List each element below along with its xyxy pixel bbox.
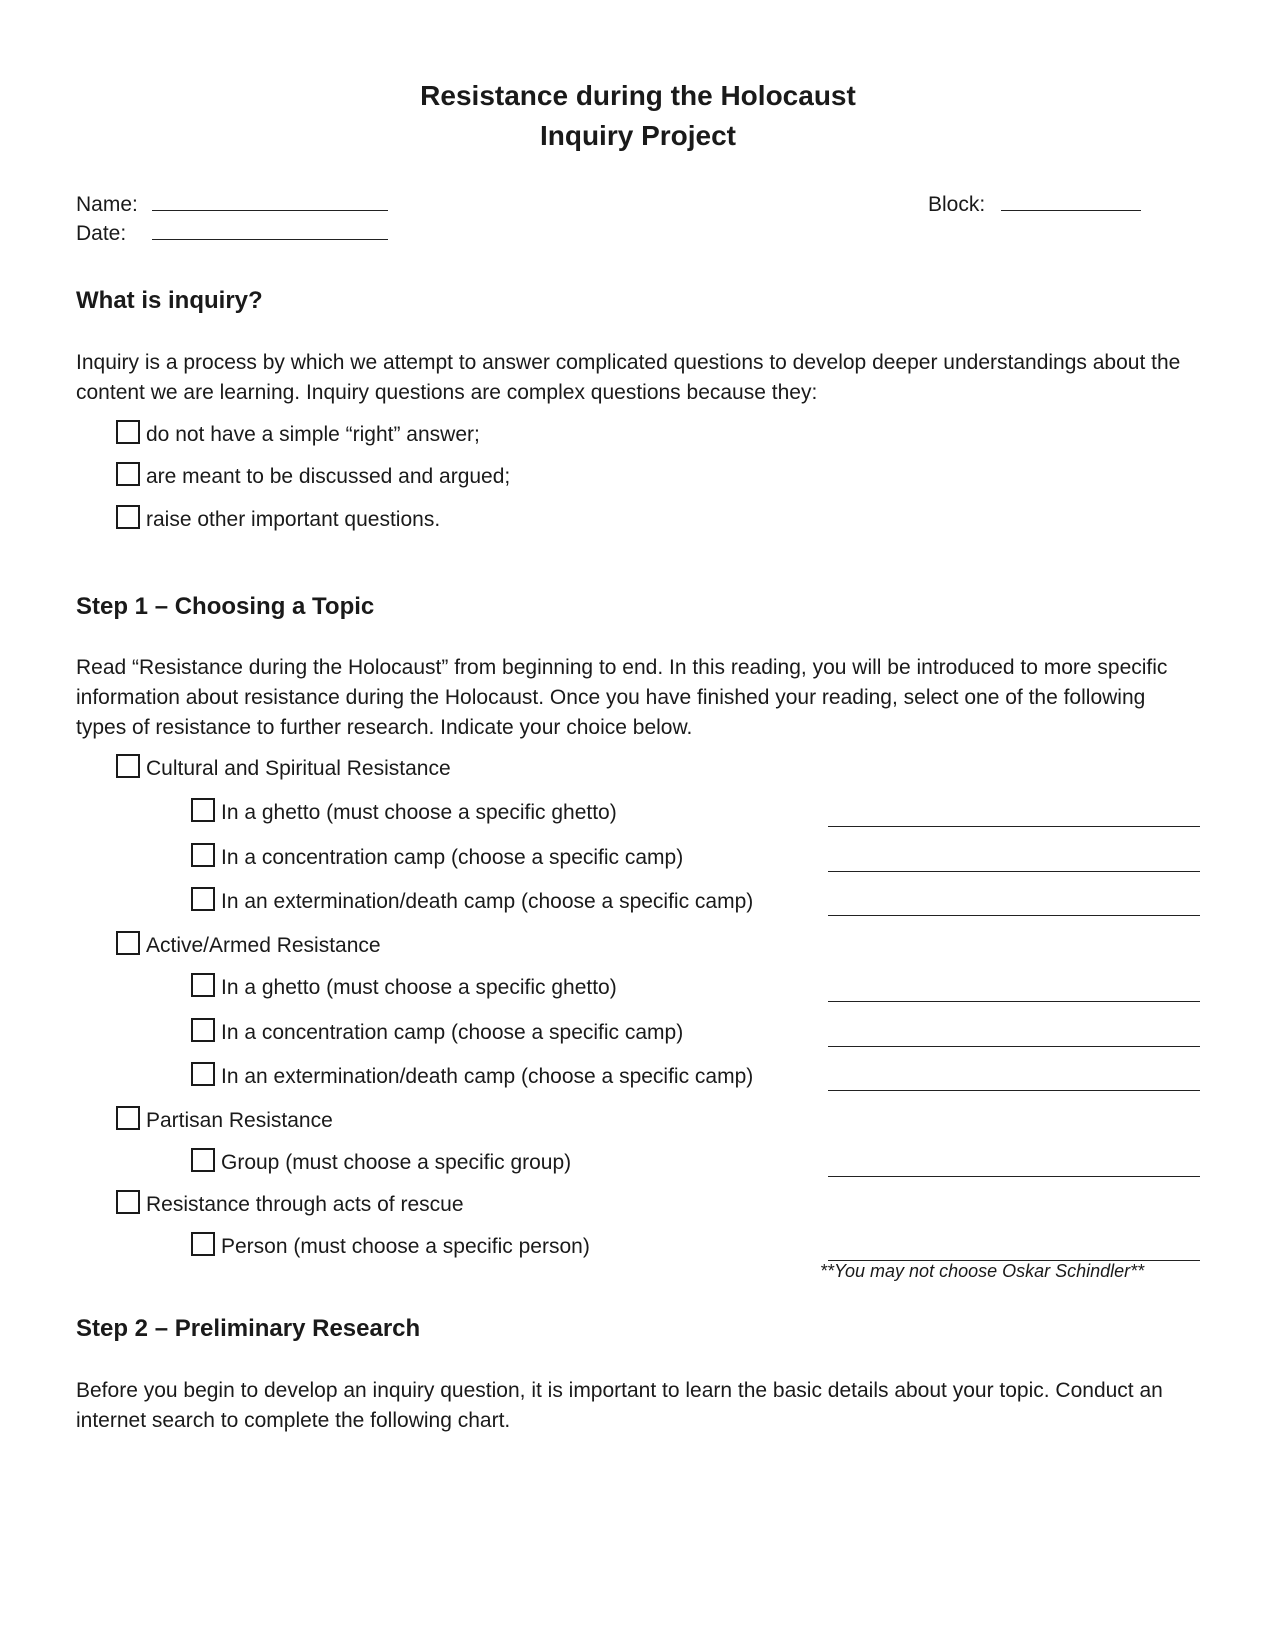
worksheet-page (76, 0, 1200, 1650)
option-item (191, 843, 683, 872)
answer-line[interactable] (828, 1090, 1200, 1091)
date-label: Date: (76, 222, 127, 245)
checkbox[interactable] (116, 754, 140, 778)
answer-line[interactable] (828, 1001, 1200, 1002)
name-label: Name: (76, 193, 138, 216)
category-partisan (116, 1106, 333, 1135)
option-item (191, 1232, 590, 1261)
inquiry-criterion (116, 462, 510, 491)
step2-heading: Step 2 – Preliminary Research (76, 1315, 421, 1342)
checkbox[interactable] (191, 1018, 215, 1042)
checkbox[interactable] (191, 887, 215, 911)
option-item (191, 1148, 571, 1177)
document-subtitle: Inquiry Project (539, 120, 737, 151)
checkbox[interactable] (191, 843, 215, 867)
date-field[interactable] (152, 219, 388, 240)
answer-line[interactable] (828, 1176, 1200, 1177)
checkbox[interactable] (116, 1190, 140, 1214)
option-item (191, 887, 753, 916)
option-label: In an extermination/death camp (choose a specific camp) (221, 890, 754, 913)
document-title: Resistance during the Holocaust (420, 80, 856, 111)
step2-paragraph: Before you begin to develop an inquiry question, it is important to learn the basic details about your topic. Conduct an internet search to complete the following chart. (76, 1379, 1163, 1432)
step1-heading: Step 1 – Choosing a Topic (76, 593, 375, 620)
inquiry-criterion (116, 505, 440, 534)
checkbox[interactable] (116, 931, 140, 955)
criterion-label: raise other important questions. (146, 508, 441, 531)
option-label: Group (must choose a specific group) (221, 1151, 572, 1174)
block-field-row (928, 190, 1141, 219)
name-field-row (76, 190, 388, 219)
checkbox[interactable] (116, 420, 140, 444)
name-field[interactable] (152, 190, 388, 211)
answer-line[interactable] (828, 826, 1200, 827)
checkbox[interactable] (191, 1062, 215, 1086)
inquiry-criterion (116, 420, 480, 449)
option-item (191, 1018, 683, 1047)
category-label: Partisan Resistance (146, 1109, 333, 1132)
block-field[interactable] (1001, 190, 1141, 211)
criterion-label: do not have a simple “right” answer; (146, 423, 480, 446)
step1-paragraph: Read “Resistance during the Holocaust” from beginning to end. In this reading, you will be introduced to more specific information about resistance during the Holocaust. Once you have finished your reading, select one of the following types of resistance to further research. Indicate your choice below. (76, 656, 1168, 739)
category-cultural-spiritual (116, 754, 451, 783)
checkbox[interactable] (116, 1106, 140, 1130)
category-rescue (116, 1190, 464, 1219)
checkbox[interactable] (191, 1232, 215, 1256)
option-label: In an extermination/death camp (choose a specific camp) (221, 1065, 754, 1088)
schindler-note: **You may not choose Oskar Schindler** (820, 1261, 1145, 1281)
date-field-row (76, 219, 388, 248)
option-item (191, 798, 617, 827)
criterion-label: are meant to be discussed and argued; (146, 465, 511, 488)
option-label: Person (must choose a specific person) (221, 1235, 590, 1258)
answer-line[interactable] (828, 1046, 1200, 1047)
option-item (191, 973, 617, 1002)
inquiry-paragraph: Inquiry is a process by which we attempt to answer complicated questions to develop deeper understandings about the content we are learning. Inquiry questions are complex questions because they: (76, 351, 1181, 404)
category-label: Cultural and Spiritual Resistance (146, 757, 451, 780)
category-label: Active/Armed Resistance (146, 934, 381, 957)
option-label: In a ghetto (must choose a specific ghetto) (221, 976, 617, 999)
checkbox[interactable] (191, 1148, 215, 1172)
option-item (191, 1062, 753, 1091)
checkbox[interactable] (116, 505, 140, 529)
category-active-armed (116, 931, 381, 960)
category-label: Resistance through acts of rescue (146, 1193, 464, 1216)
answer-line[interactable] (828, 871, 1200, 872)
checkbox[interactable] (116, 462, 140, 486)
answer-line[interactable] (828, 915, 1200, 916)
inquiry-heading: What is inquiry? (76, 287, 263, 314)
option-label: In a ghetto (must choose a specific ghetto) (221, 801, 617, 824)
option-label: In a concentration camp (choose a specific camp) (221, 846, 684, 869)
option-label: In a concentration camp (choose a specific camp) (221, 1021, 684, 1044)
checkbox[interactable] (191, 973, 215, 997)
checkbox[interactable] (191, 798, 215, 822)
block-label: Block: (928, 193, 986, 216)
